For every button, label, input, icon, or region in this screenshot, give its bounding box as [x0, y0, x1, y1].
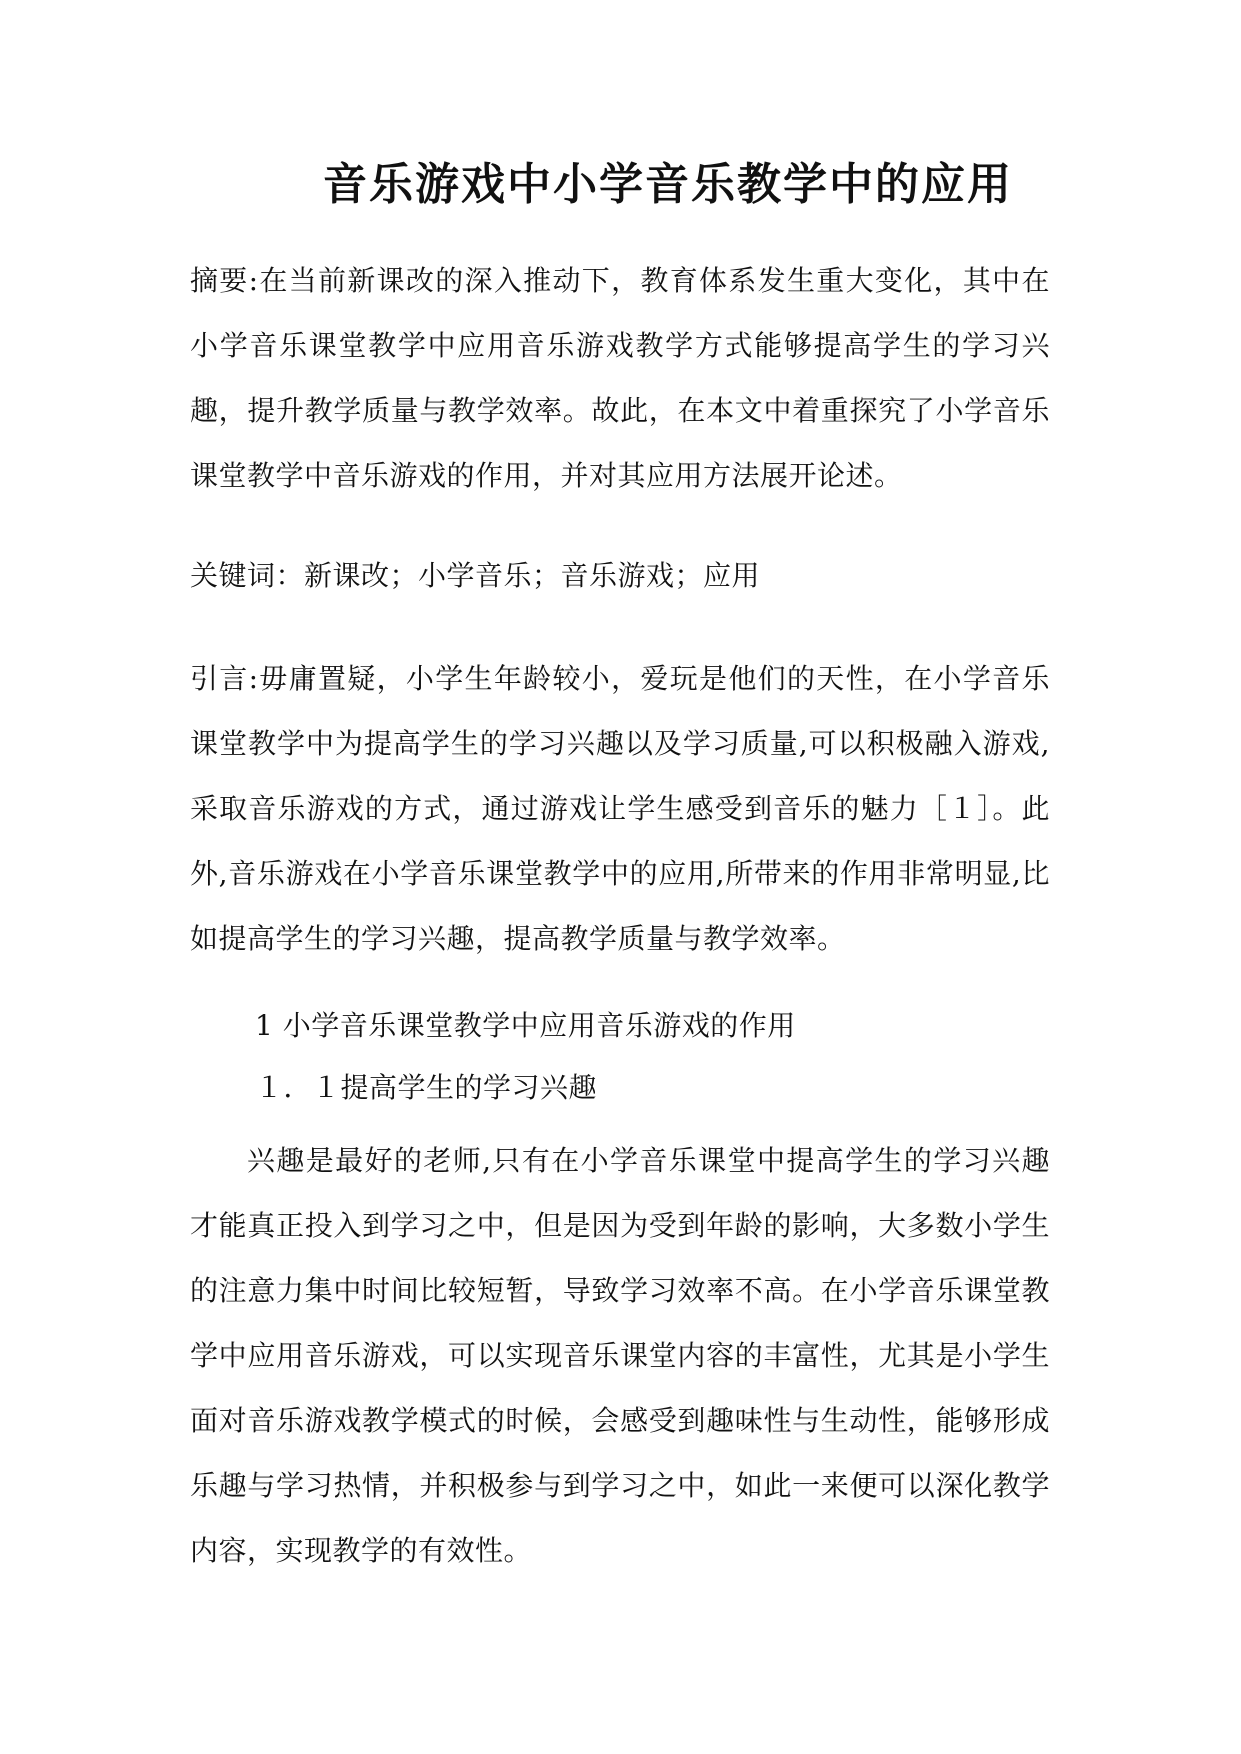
abstract-paragraph	[190, 248, 1050, 508]
section-1-1-paragraph: 兴趣是最好的老师,只有在小学音乐课堂中提高学生的学习兴趣才能真正投入到学习之中，但是因为受到年龄的影响，大多数小学生的注意力集中时间比较短暂，导致学习效率不高。在小学音乐课堂教学中应用音乐游戏，可以实现音乐课堂内容的丰富性，尤其是小学生面对音乐游戏教学模式的时候，会感受到趣味性与生动性，能够形成乐趣与学习热情，并积极参与到学习之中，如此一来便可以深化教学内容，实现教学的有效性。	[190, 1144, 1050, 1567]
intro-paragraph	[190, 646, 1050, 971]
section-heading-1: 1 小学音乐课堂教学中应用音乐游戏的作用	[255, 1009, 796, 1042]
intro-text: 毋庸置疑，小学生年龄较小，爱玩是他们的天性，在小学音乐课堂教学中为提高学生的学习兴趣以及学习质量,可以积极融入游戏,采取音乐游戏的方式，通过游戏让学生感受到音乐的魅力［１］。此外,音乐游戏在小学音乐课堂教学中的应用,所带来的作用非常明显,比如提高学生的学习兴趣，提高教学质量与教学效率。	[190, 662, 1050, 955]
abstract-label: 摘要:	[190, 264, 259, 297]
keywords-paragraph	[190, 543, 1050, 608]
section-heading-1-1: １．１提高学生的学习兴趣	[255, 1071, 598, 1104]
intro-label: 引言:	[190, 662, 259, 695]
document-title: 音乐游戏中小学音乐教学中的应用	[323, 159, 1013, 210]
keywords-text: 新课改；小学音乐；音乐游戏；应用	[304, 559, 761, 592]
abstract-text: 在当前新课改的深入推动下，教育体系发生重大变化，其中在小学音乐课堂教学中应用音乐游戏教学方式能够提高学生的学习兴趣，提升教学质量与教学效率。故此，在本文中着重探究了小学音乐课堂教学中音乐游戏的作用，并对其应用方法展开论述。	[190, 264, 1050, 492]
keywords-label: 关键词：	[190, 559, 305, 592]
